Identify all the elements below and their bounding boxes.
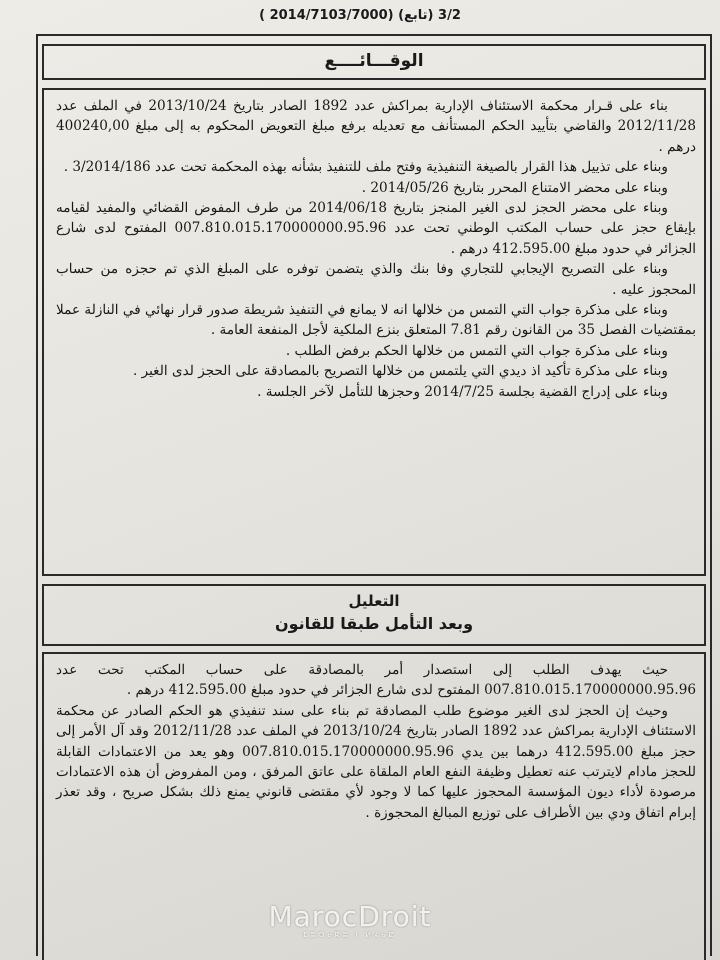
- fact-paragraph: وبناء على مذكرة جواب التي التمس من خلالها الحكم برفض الطلب .: [285, 342, 668, 359]
- reasoning-text: [56, 660, 696, 823]
- fact-paragraph: وبناء على مذكرة تأكيد اذ ديدي التي يلتمس من خلالها التصريح بالمصادقة على الحجز لدى الغير .: [132, 363, 668, 380]
- page-reference: 3/2 (تابع) (2014/7103/7000 ): [259, 8, 461, 23]
- fact-paragraph: وبناء على محضر الامتناع المحرر بتاريخ 2014/05/26 .: [361, 179, 668, 196]
- reasoning-paragraph: وحيث إن الحجز لدى الغير موضوع طلب المصادقة تم بناء على سند تنفيذي هو الحكم الصادر عن محكمة الاستئناف الإدارية بمراكش عدد 1892 الصادر بتاريخ 2013/10/24 في الملف عدد 2012/11/28 وقد آل الأمر إلى حجز مبلغ 412.595.00 درهما بين يدي 007.810.015.170000000.95.96 وهو يعد من الاعتمادات القابلة للحجز مادام لايترتب عنه تعطيل وظيفة النفع العام الملقاة على عاتق المرفق ، ومن المفروض أن هذه الاعتمادات مرصودة لأداء ديون المؤسسة المحجوز عليها كما لا وجود لأي مقتضى قانوني يمنع ذلك بشكل صريح ، وقد تعذر إبرام اتفاق ودي بين الأطراف على توزيع المبالغ المحجوزة .: [56, 702, 697, 821]
- fact-paragraph: وبناء على تذييل هذا القرار بالصيغة التنفيذية وفتح ملف للتنفيذ بشأنه بهذه المحكمة تحت عدد 3/2014/186 .: [63, 159, 668, 176]
- fact-paragraph: وبناء على إدراج القضية بجلسة 2014/7/25 وحجزها للتأمل لآخر الجلسة .: [257, 383, 668, 400]
- watermark-logo: [250, 900, 450, 939]
- facts-section-title: الوقـــائــــع: [42, 44, 706, 80]
- reasoning-subtitle: وبعد التأمل طبقا للقانون: [274, 614, 474, 633]
- fact-paragraph: وبناء على التصريح الإيجابي للتجاري وفا بنك والذي يتضمن توفره على المبلغ الذي تم حجزه من حساب المحجوز عليه .: [56, 261, 696, 298]
- facts-text: [56, 96, 696, 402]
- watermark-tagline: ⵎⵓⵔⴰⴽⵓ ⵏ ⵍⵃⴰⵇ: [303, 931, 397, 939]
- fact-paragraph: بناء على قـرار محكمة الاستئناف الإدارية بمراكش عدد 1892 الصادر بتاريخ 2013/10/24 في الملف عدد 2012/11/28 والقاضي بتأييد الحكم المستأنف مع تعديله برفع مبلغ التعويض المحكوم به إلى مبلغ 400240,00 درهم .: [56, 98, 696, 155]
- fact-paragraph: وبناء على مذكرة جواب التي التمس من خلالها انه لا يمانع في التنفيذ شريطة صدور قرار نهائي في النازلة عملا بمقتضيات الفصل 35 من القانون رقم 7.81 المتعلق بنزع الملكية لأجل المنفعة العامة .: [56, 302, 696, 339]
- watermark-brand: MarocDroit: [268, 900, 432, 933]
- reasoning-paragraph: حيث يهدف الطلب إلى استصدار أمر بالمصادقة على حساب المكتب تحت عدد 007.810.015.170000000.95.96 المفتوح لدى شارع الجزائر في حدود مبلغ 412.595.00 درهم .: [56, 662, 696, 699]
- fact-paragraph: وبناء على محضر الحجز لدى الغير المنجز بتاريخ 2014/06/18 من طرف المفوض القضائي والمفيد لقيامه بإيقاع حجز على حساب المكتب الوطني تحت عدد 007.810.015.170000000.95.96 المفتوح لدى شارع الجزائر في حدود مبلغ 412.595.00 درهم .: [56, 200, 696, 257]
- reasoning-title: التعليل: [348, 592, 400, 610]
- reasoning-section-title-box: [42, 584, 706, 646]
